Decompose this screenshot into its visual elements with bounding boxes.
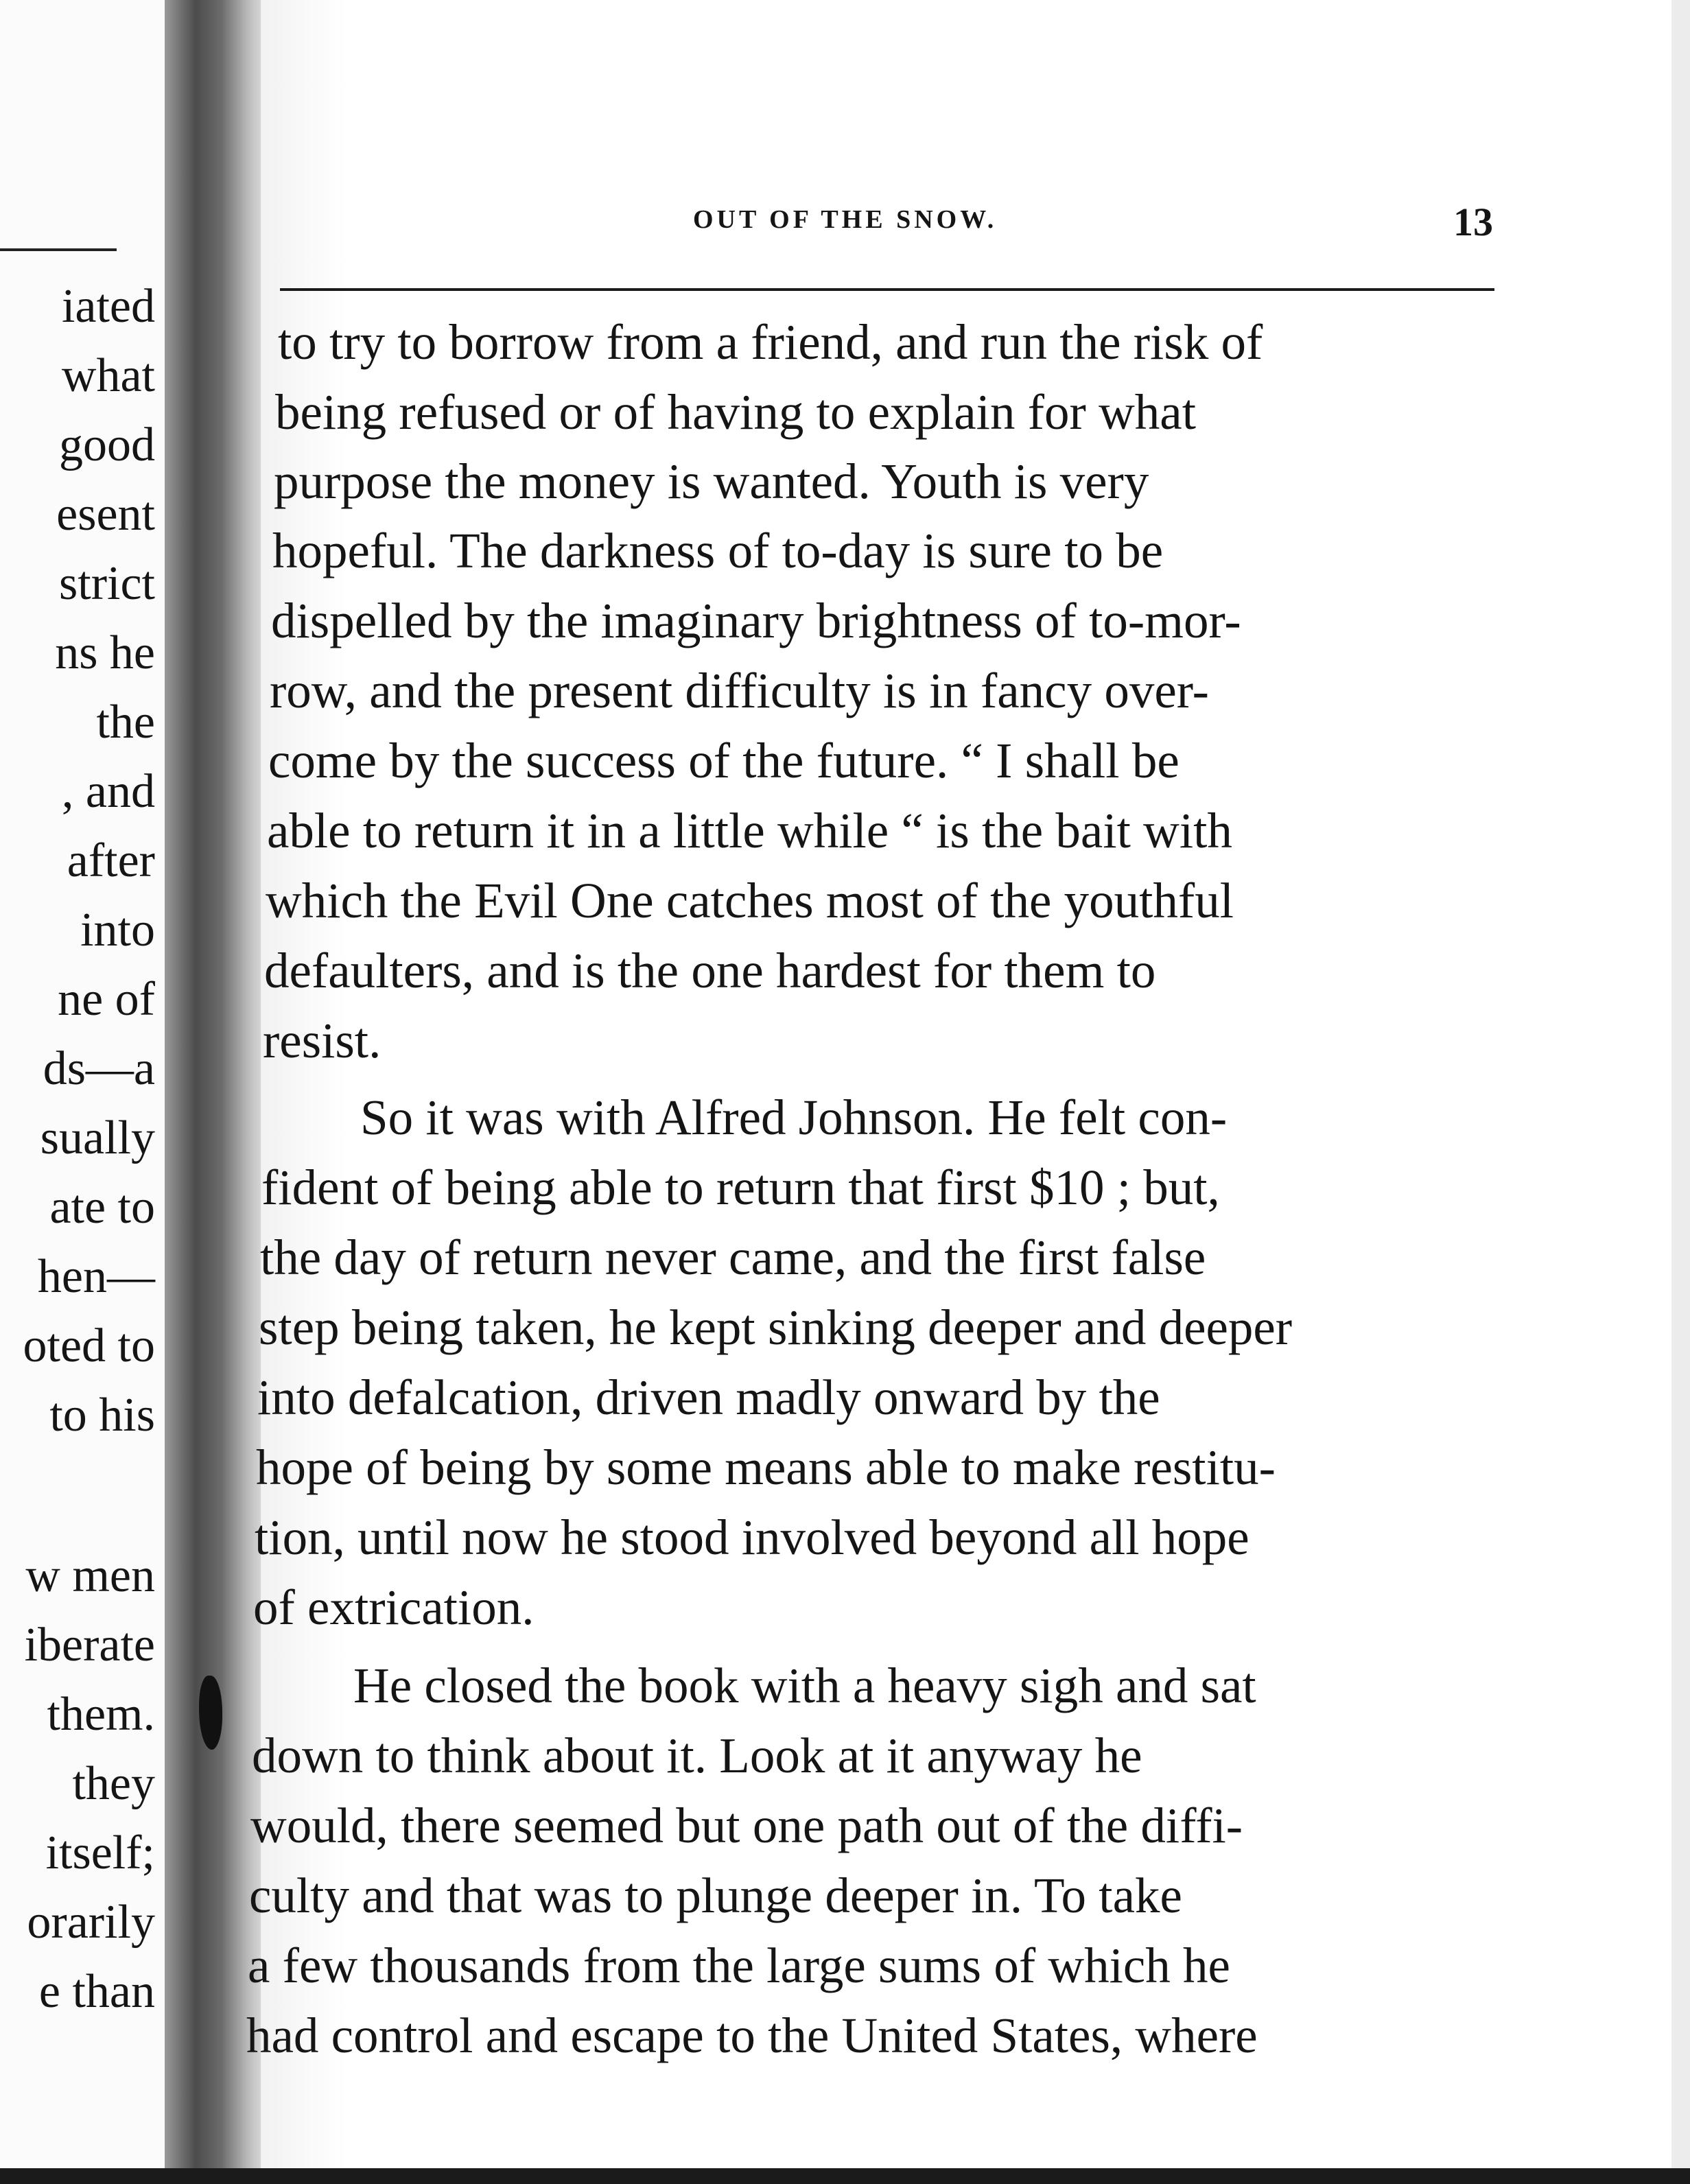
left-line: good <box>59 419 155 471</box>
ink-blot-mark <box>199 1676 222 1750</box>
text-line: step being taken, he kept sinking deeper and deeper <box>259 1300 1293 1355</box>
text-line: down to think about it. Look at it anyway he <box>252 1728 1142 1783</box>
left-line: ate to <box>49 1181 155 1234</box>
left-line: , and <box>61 765 155 818</box>
left-line: to his <box>49 1389 155 1442</box>
left-line: ds—a <box>43 1042 155 1095</box>
text-line: being refused or of having to explain for what <box>275 384 1196 440</box>
text-line: defaulters, and is the one hardest for them to <box>264 943 1156 998</box>
text-line: fident of being able to return that first $10 ; but, <box>261 1160 1220 1215</box>
left-line: oted to <box>23 1319 155 1372</box>
text-line: of extrication. <box>253 1580 535 1635</box>
text-line: a few thousands from the large sums of which he <box>248 1938 1230 1993</box>
text-line: tion, until now he stood involved beyond all hope <box>255 1510 1249 1565</box>
text-line: culty and that was to plunge deeper in. To take <box>249 1868 1182 1923</box>
left-line: e than <box>38 1965 155 2018</box>
text-line: which the Evil One catches most of the youthful <box>266 873 1234 928</box>
left-line: them. <box>47 1688 155 1741</box>
text-line: to try to borrow from a friend, and run the risk of <box>278 314 1263 370</box>
left-page-fragment <box>0 0 180 2184</box>
left-line: the <box>96 696 155 749</box>
left-line: sually <box>40 1112 155 1164</box>
left-line: into <box>80 904 155 956</box>
bottom-edge <box>0 2168 1690 2184</box>
left-line: iated <box>61 280 155 333</box>
left-line: itself; <box>45 1827 155 1879</box>
header-rule <box>280 288 1494 291</box>
text-line: into defalcation, driven madly onward by the <box>257 1370 1160 1425</box>
page-edge <box>1671 0 1690 2184</box>
left-line: w men <box>25 1549 155 1602</box>
left-line: ne of <box>58 973 155 1026</box>
text-line: hope of being by some means able to make restitu- <box>256 1440 1276 1495</box>
page-number: 13 <box>1453 200 1493 244</box>
text-line: resist. <box>263 1013 382 1068</box>
left-line: iberate <box>24 1619 155 1671</box>
text-line: would, there seemed but one path out of the diffi- <box>250 1798 1243 1853</box>
running-head: OUT OF THE SNOW. <box>693 205 998 234</box>
text-line: purpose the money is wanted. Youth is very <box>274 454 1149 509</box>
left-line: ns he <box>55 626 155 679</box>
text-line: He closed the book with a heavy sigh and sat <box>353 1658 1256 1713</box>
text-line: the day of return never came, and the first false <box>260 1230 1206 1285</box>
left-line: esent <box>56 488 155 541</box>
text-line: come by the success of the future. “ I shall be <box>268 733 1180 788</box>
text-line: So it was with Alfred Johnson. He felt con- <box>360 1090 1228 1145</box>
left-line: after <box>67 834 155 887</box>
book-gutter <box>165 0 268 2184</box>
left-line: hen— <box>37 1250 155 1303</box>
left-line: what <box>61 349 155 402</box>
text-line: dispelled by the imaginary brightness of to-mor- <box>271 593 1241 648</box>
text-line: able to return it in a little while “ is the bait with <box>267 803 1232 858</box>
left-line: orarily <box>27 1896 155 1949</box>
left-line: they <box>72 1757 155 1810</box>
text-line: had control and escape to the United States, where <box>246 2008 1258 2063</box>
text-line: row, and the present difficulty is in fancy over- <box>270 663 1209 718</box>
left-page-rule <box>0 248 117 251</box>
text-line: hopeful. The darkness of to-day is sure to be <box>272 523 1164 578</box>
left-line: strict <box>59 557 155 610</box>
